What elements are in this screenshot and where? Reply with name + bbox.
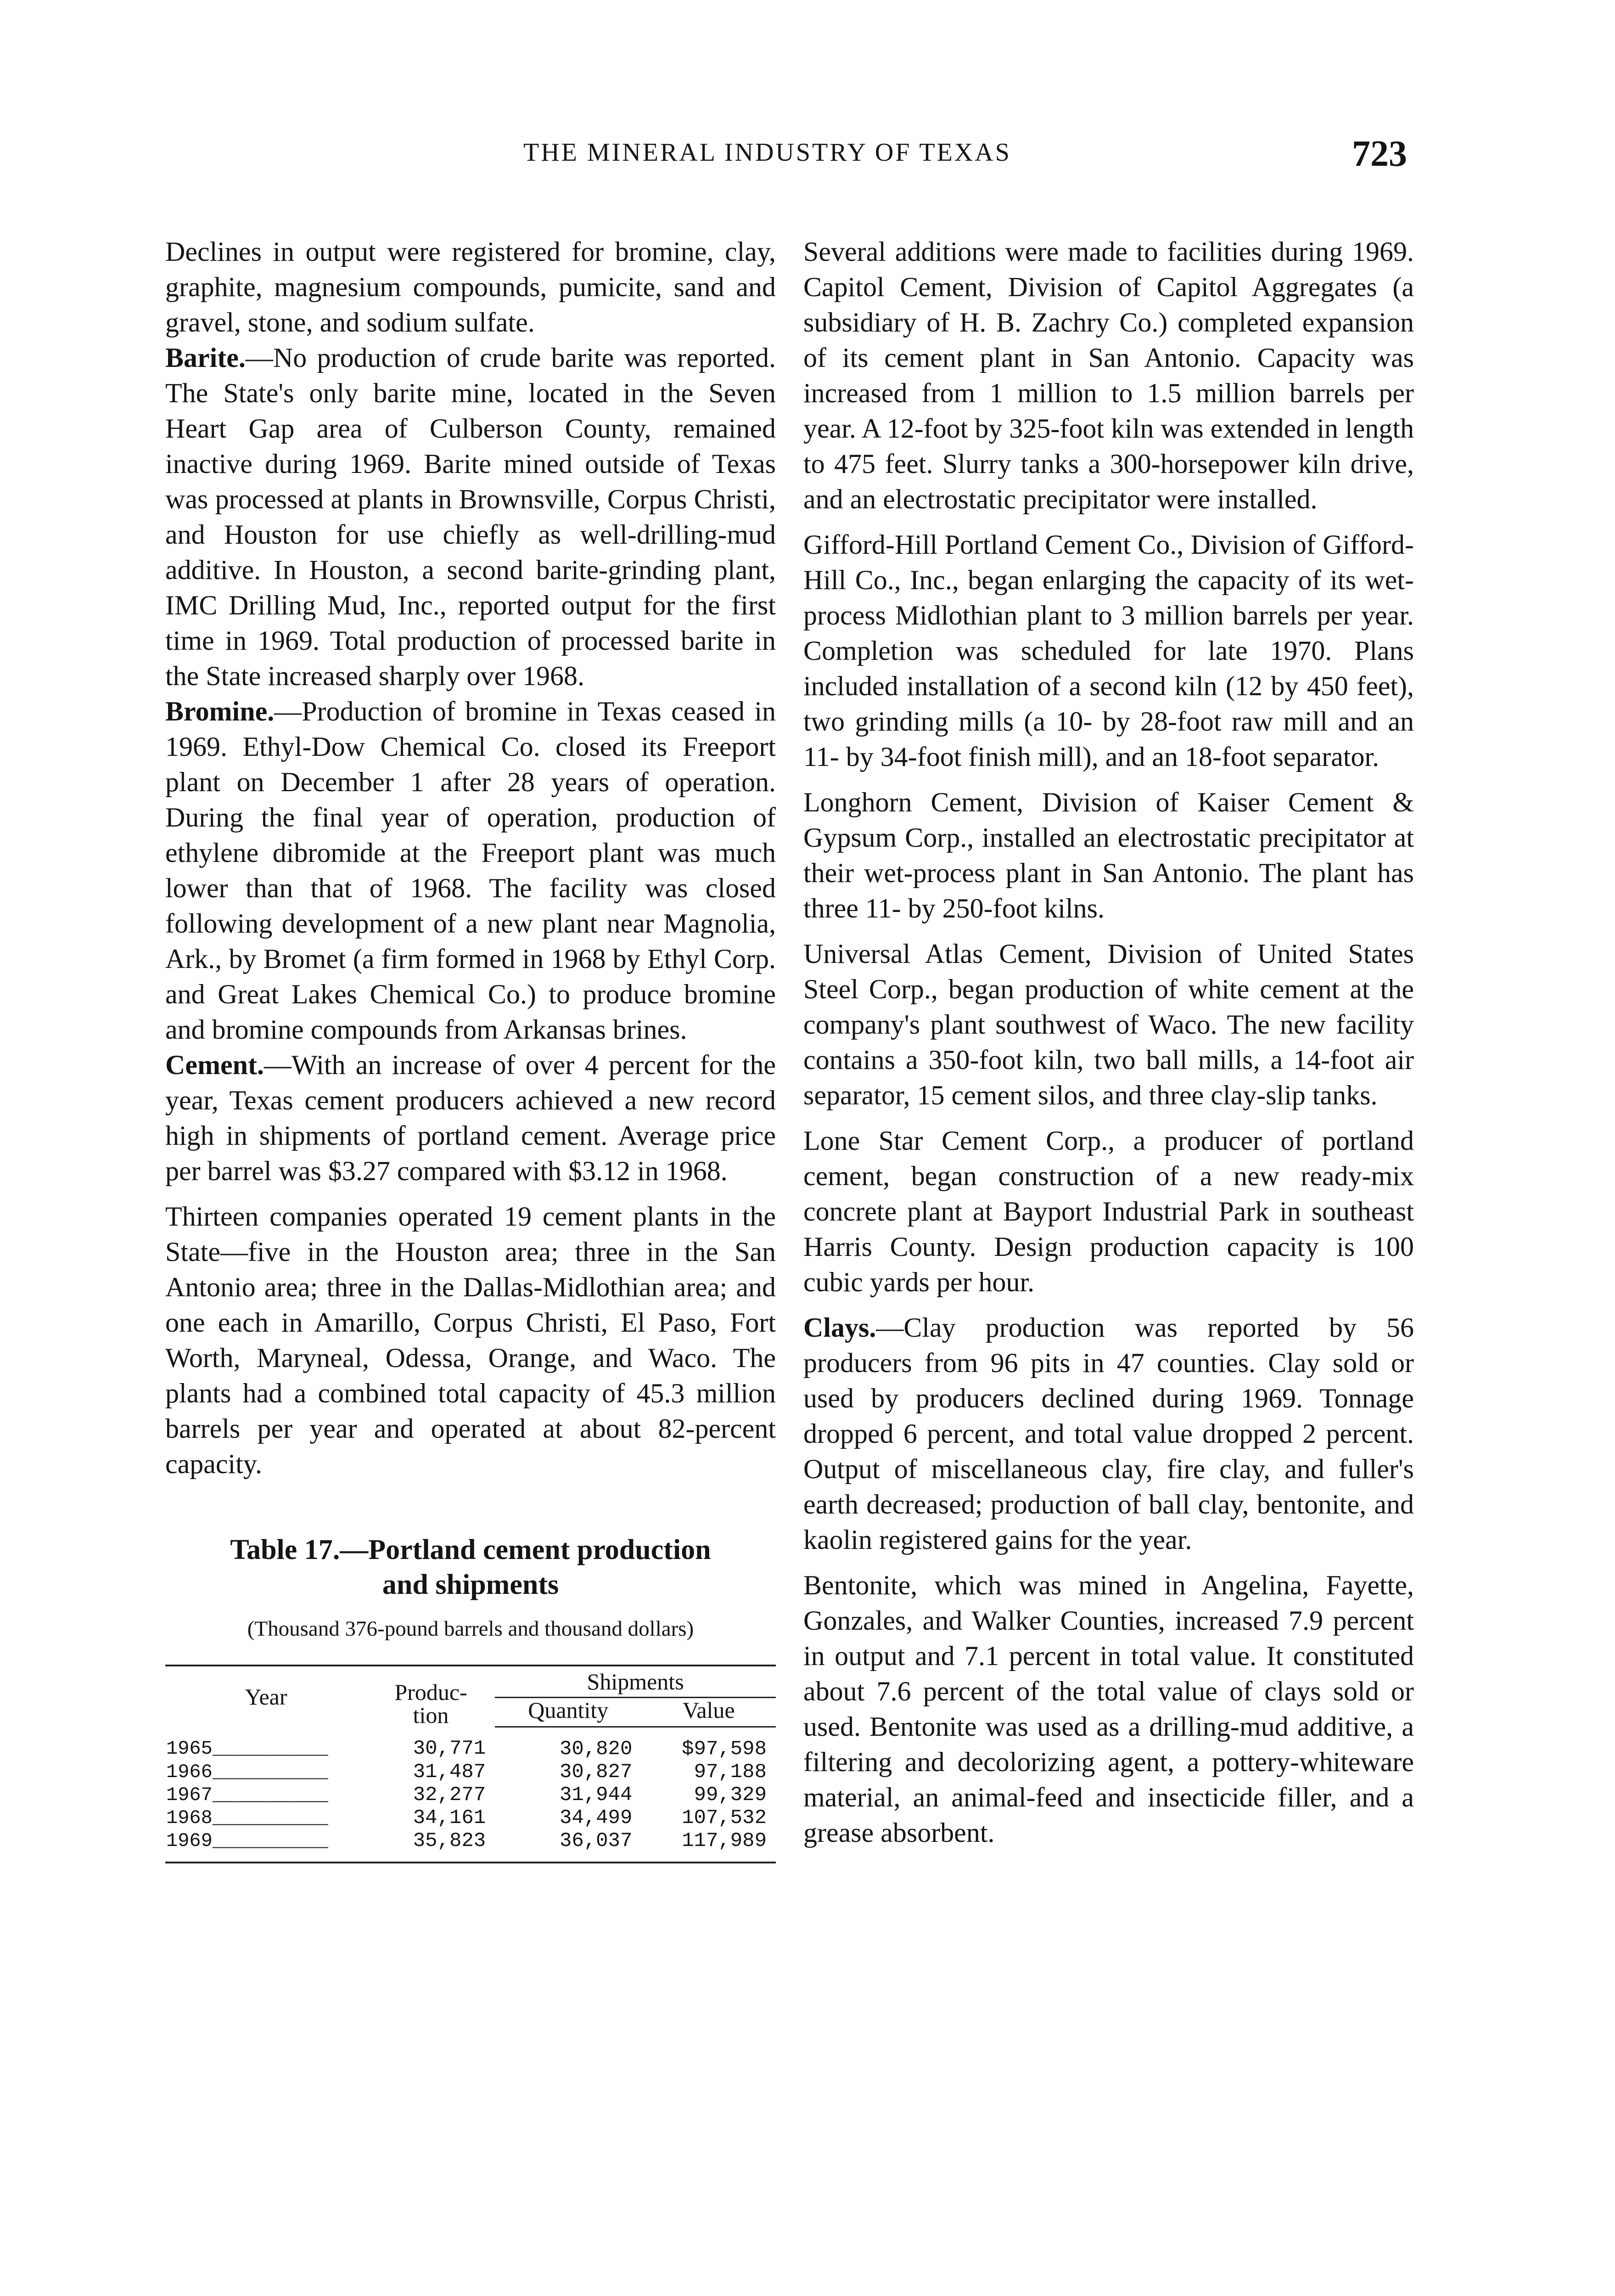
table-title-line1: Table 17.—Portland cement production <box>230 1534 711 1565</box>
cement-text: —With an increase of over 4 percent for the year, Texas cement producers achieved a new record high in shipments of portland cement. Average price per barrel was $3.27 compared with $3.12 in 1968. <box>165 1050 776 1186</box>
cell-production: 30,771 <box>413 1737 486 1761</box>
column-header-shipments: Shipments <box>495 1666 776 1698</box>
page-number: 723 <box>1352 134 1407 174</box>
table-row: 1967__________ 32,277 31,944 99,329 <box>165 1784 776 1806</box>
paragraph-clays <box>803 1310 1414 1558</box>
table-row: 1969__________ 35,823 36,037 117,989 <box>165 1829 776 1863</box>
paragraph-bentonite: Bentonite, which was mined in Angelina, Fayette, Gonzales, and Walker Counties, increased 7.9 percent in output and 7.1 percent in total value. It constituted about 7.6 percent of the total value of clays sold or used. Bentonite was used as a drilling-mud additive, a filtering and decolorizing agent, a pottery-whiteware material, an animal-feed and insecticide filler, and a grease absorbent. <box>803 1570 1414 1848</box>
table-units: (Thousand 376-pound barrels and thousand dollars) <box>247 1617 694 1641</box>
paragraph-thirteen-companies: Thirteen companies operated 19 cement plants in the State—five in the Houston area; three in the San Antonio area; three in the Dallas-Midlothian area; and one each in Amarillo, Corpus Christi, El Paso, Fort Worth, Maryneal, Odessa, Orange, and Waco. The plants had a combined total capacity of 45.3 million barrels per year and operated at about 82-percent capacity. <box>165 1201 776 1479</box>
cell-year: 1968 <box>166 1807 213 1829</box>
cell-year: 1966 <box>166 1761 213 1783</box>
cell-production: 31,487 <box>413 1761 486 1784</box>
cell-production: 32,277 <box>413 1784 486 1806</box>
heading-barite: Barite. <box>165 343 246 373</box>
heading-bromine: Bromine. <box>165 696 275 726</box>
paragraph-gifford-hill: Gifford-Hill Portland Cement Co., Division of Gifford-Hill Co., Inc., began enlarging the capacity of its wet-process Midlothian plant to 3 million barrels per year. Completion was scheduled for late 1970. Plans included installation of a second kiln (12 by 450 feet), two grinding mills (a 10- by 28-foot raw mill and an 11- by 34-foot finish mill), and an 18-foot separator. <box>803 529 1414 772</box>
barite-text: —No production of crude barite was reported. The State's only barite mine, located in the Seven Heart Gap area of Culberson County, remained inactive during 1969. Barite mined outside of Texas was processed at plants in Brownsville, Corpus Christi, and Houston for use chiefly as well-drilling-mud additive. In Houston, a second barite-grinding plant, IMC Drilling Mud, Inc., reported output for the first time in 1969. Total production of processed barite in the State increased sharply over 1968. <box>165 343 776 691</box>
table-17 <box>165 1532 776 1863</box>
heading-cement: Cement. <box>165 1050 264 1080</box>
column-header-value: Value <box>641 1698 776 1727</box>
cell-value: 99,329 <box>694 1784 767 1806</box>
column-header-production: Produc- tion <box>367 1666 495 1727</box>
cell-year: 1965 <box>166 1738 213 1760</box>
cell-production: 34,161 <box>413 1806 486 1829</box>
paragraph-universal-atlas: Universal Atlas Cement, Division of United States Steel Corp., began production of white cement at the company's plant southwest of Waco. The new facility contains a 350-foot kiln, two ball mills, a 14-foot air separator, 15 cement silos, and three clay-slip tanks. <box>803 939 1414 1110</box>
table-row: 1968__________ 34,161 34,499 107,532 <box>165 1806 776 1829</box>
running-head: THE MINERAL INDUSTRY OF TEXAS <box>523 138 1011 167</box>
cell-value: $97,598 <box>682 1738 767 1761</box>
right-column <box>803 234 1414 1851</box>
paragraph-declines: Declines in output were registered for bromine, clay, graphite, magnesium compounds, pumicite, sand and gravel, stone, and sodium sulfate. <box>165 236 776 338</box>
column-header-quantity: Quantity <box>495 1698 641 1727</box>
paragraph-cement <box>165 1047 776 1189</box>
paragraph-longhorn: Longhorn Cement, Division of Kaiser Cement & Gypsum Corp., installed an electrostatic precipitator at their wet-process plant in San Antonio. The plant has three 11- by 250-foot kilns. <box>803 787 1414 923</box>
cell-production: 35,823 <box>367 1829 495 1863</box>
paragraph-barite <box>165 340 776 694</box>
cell-year: 1969 <box>166 1830 213 1852</box>
cell-value: 117,989 <box>641 1829 776 1863</box>
cell-value: 97,188 <box>694 1761 767 1784</box>
cement-table <box>165 1665 776 1863</box>
cell-quantity: 36,037 <box>495 1829 641 1863</box>
cell-quantity: 30,827 <box>559 1761 633 1784</box>
table-row: 1965__________ 30,771 30,820 $97,598 <box>165 1727 776 1761</box>
page-header <box>0 133 1615 184</box>
cell-quantity: 30,820 <box>559 1738 633 1761</box>
cell-quantity: 31,944 <box>559 1784 633 1806</box>
table-title-line2: and shipments <box>382 1569 559 1600</box>
left-column <box>165 234 776 1863</box>
bromine-text: —Production of bromine in Texas ceased in 1969. Ethyl-Dow Chemical Co. closed its Freeport plant on December 1 after 28 years of operation. During the final year of operation, production of ethylene dibromide at the Freeport plant was much lower than that of 1968. The facility was closed following development of a new plant near Magnolia, Ark., by Bromet (a firm formed in 1968 by Ethyl Corp. and Great Lakes Chemical Co.) to produce bromine and bromine compounds from Arkansas brines. <box>165 696 776 1045</box>
column-header-year: Year <box>165 1666 367 1727</box>
cell-quantity: 34,499 <box>559 1806 633 1829</box>
table-row: 1966__________ 31,487 30,827 97,188 <box>165 1761 776 1784</box>
cell-value: 107,532 <box>682 1806 767 1829</box>
table-title <box>165 1532 776 1602</box>
paragraph-bromine <box>165 694 776 1047</box>
paragraph-lone-star: Lone Star Cement Corp., a producer of portland cement, began construction of a new ready-mix concrete plant at Bayport Industrial Park in southeast Harris County. Design production capacity is 100 cubic yards per hour. <box>803 1125 1414 1297</box>
clays-text: —Clay production was reported by 56 producers from 96 pits in 47 counties. Clay sold or used by producers declined during 1969. Tonnage dropped 6 percent, and total value dropped 2 percent. Output of miscellaneous clay, fire clay, and fuller's earth decreased; production of ball clay, bentonite, and kaolin registered gains for the year. <box>803 1312 1414 1555</box>
cell-year: 1967 <box>166 1784 213 1806</box>
heading-clays: Clays. <box>803 1312 876 1343</box>
paragraph-additions: Several additions were made to facilities during 1969. Capitol Cement, Division of Capitol Aggregates (a subsidiary of H. B. Zachry Co.) completed expansion of its cement plant in San Antonio. Capacity was increased from 1 million to 1.5 million barrels per year. A 12-foot by 325-foot kiln was extended in length to 475 feet. Slurry tanks a 300-horsepower kiln drive, and an electrostatic precipitator were installed. <box>803 236 1414 514</box>
